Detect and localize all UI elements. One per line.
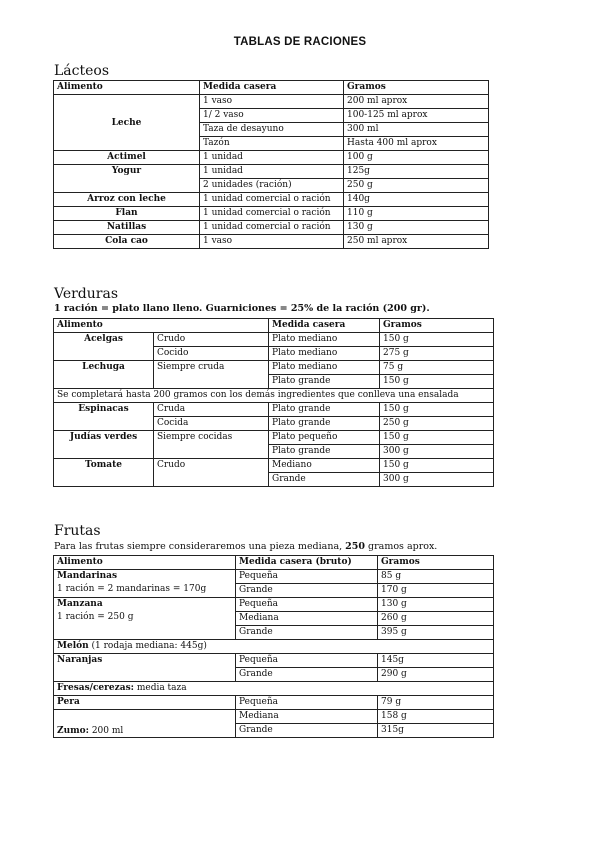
table-row — [54, 193, 489, 207]
grams-cell: 140g — [344, 193, 489, 207]
food-name-pera: Pera — [54, 696, 236, 710]
measure-cell: Grande — [236, 626, 378, 640]
food-name-lechuga: Lechuga — [54, 361, 154, 389]
grams-cell: 79 g — [378, 696, 494, 710]
grams-cell: 250 g — [344, 179, 489, 193]
grams-cell: 130 g — [344, 221, 489, 235]
measure-cell: Grande — [236, 724, 378, 738]
measure-cell: 1 vaso — [200, 235, 344, 249]
food-name-zumo: Zumo: — [57, 726, 89, 736]
table-header-row — [54, 319, 494, 333]
measure-cell: Pequeña — [236, 570, 378, 584]
measure-cell: Plato grande — [269, 417, 380, 431]
column-header: Alimento — [54, 319, 269, 333]
measure-cell: Mediana — [236, 612, 378, 626]
food-name-actimel: Actimel — [54, 151, 200, 165]
table-row — [54, 654, 494, 668]
frutas-intro-bold: 250 — [345, 541, 366, 552]
measure-cell: Plato grande — [269, 375, 380, 389]
measure-cell: 1 vaso — [200, 95, 344, 109]
table-row — [54, 333, 494, 347]
table-row — [54, 640, 494, 654]
food-cell-melon — [54, 640, 494, 654]
table-row — [54, 570, 494, 584]
prep-cell: Crudo — [154, 459, 269, 487]
column-header: Alimento — [54, 556, 236, 570]
measure-cell: 1 unidad comercial o ración — [200, 193, 344, 207]
food-cell-manzana — [54, 598, 236, 640]
grams-cell: 395 g — [378, 626, 494, 640]
food-cell-fresas — [54, 682, 494, 696]
measure-cell: Tazón — [200, 137, 344, 151]
food-name: Flan — [54, 207, 200, 221]
verduras-subtitle: 1 ración = plato llano lleno. Guarniciones = 25% de la ración (200 gr). — [54, 303, 430, 314]
food-name-judias: Judías verdes — [54, 431, 154, 459]
grams-cell: 130 g — [378, 598, 494, 612]
prep-cell: Siempre cruda — [154, 361, 269, 389]
food-name: Natillas — [54, 221, 200, 235]
measure-cell: Plato mediano — [269, 361, 380, 375]
grams-cell: 250 ml aprox — [344, 235, 489, 249]
food-name-acelgas: Acelgas — [54, 333, 154, 361]
grams-cell: 300 g — [380, 473, 494, 487]
column-header: Alimento — [54, 81, 200, 95]
column-header: Gramos — [378, 556, 494, 570]
column-header: Gramos — [380, 319, 494, 333]
grams-cell: 75 g — [380, 361, 494, 375]
table-row — [54, 165, 489, 179]
table-row — [54, 95, 489, 109]
table-row — [54, 459, 494, 473]
food-name-manzana: Manzana — [57, 599, 103, 609]
table-row — [54, 682, 494, 696]
food-detail: media taza — [133, 683, 187, 693]
prep-cell: Cruda — [154, 403, 269, 417]
grams-cell: 200 ml aprox — [344, 95, 489, 109]
measure-cell: Taza de desayuno — [200, 123, 344, 137]
prep-cell: Siempre cocidas — [154, 431, 269, 459]
measure-cell: Plato pequeño — [269, 431, 380, 445]
food-name-yogur: Yogur — [54, 165, 200, 193]
food-name-espinacas: Espinacas — [54, 403, 154, 431]
grams-cell: 145g — [378, 654, 494, 668]
measure-cell: Pequeña — [236, 654, 378, 668]
food-name-mandarinas: Mandarinas — [57, 571, 118, 581]
table-row — [54, 598, 494, 612]
table-header-row — [54, 81, 489, 95]
food-name: Arroz con leche — [54, 193, 200, 207]
grams-cell: 300 ml — [344, 123, 489, 137]
frutas-intro-post: gramos aprox. — [365, 541, 438, 552]
column-header: Medida casera (bruto) — [236, 556, 378, 570]
grams-cell: 150 g — [380, 431, 494, 445]
grams-cell: 150 g — [380, 403, 494, 417]
frutas-table — [53, 555, 494, 738]
food-detail: 200 ml — [88, 726, 124, 736]
prep-cell: Crudo — [154, 333, 269, 347]
column-header: Gramos — [344, 81, 489, 95]
prep-cell: Cocida — [154, 417, 269, 431]
table-row — [54, 221, 489, 235]
food-name-tomate: Tomate — [54, 459, 154, 487]
table-row — [54, 389, 494, 403]
measure-cell: 2 unidades (ración) — [200, 179, 344, 193]
grams-cell: 260 g — [378, 612, 494, 626]
ensalada-note: Se completará hasta 200 gramos con los demás ingredientes que conlleva una ensalada — [54, 389, 494, 403]
food-name-naranjas: Naranjas — [54, 654, 236, 682]
grams-cell: 300 g — [380, 445, 494, 459]
food-detail: (1 rodaja mediana: 445g) — [88, 641, 207, 651]
grams-cell: 110 g — [344, 207, 489, 221]
grams-cell: 150 g — [380, 333, 494, 347]
measure-cell: Plato grande — [269, 445, 380, 459]
measure-cell: Pequeña — [236, 696, 378, 710]
measure-cell: Plato mediano — [269, 333, 380, 347]
food-name-leche: Leche — [54, 95, 200, 151]
table-row — [54, 403, 494, 417]
grams-cell: 100-125 ml aprox — [344, 109, 489, 123]
measure-cell: Pequeña — [236, 598, 378, 612]
food-name: Cola cao — [54, 235, 200, 249]
measure-cell: Grande — [236, 584, 378, 598]
verduras-table — [53, 318, 494, 487]
grams-cell: 315g — [378, 724, 494, 738]
grams-cell: 290 g — [378, 668, 494, 682]
grams-cell: 100 g — [344, 151, 489, 165]
table-row — [54, 710, 494, 724]
measure-cell: Mediana — [236, 710, 378, 724]
measure-cell: Plato mediano — [269, 347, 380, 361]
measure-cell: 1 unidad comercial o ración — [200, 221, 344, 235]
food-name-melon: Melón — [57, 641, 89, 651]
grams-cell: Hasta 400 ml aprox — [344, 137, 489, 151]
measure-cell: Plato grande — [269, 403, 380, 417]
food-name-fresas: Fresas/cerezas: — [57, 683, 134, 693]
grams-cell: 170 g — [378, 584, 494, 598]
measure-cell: 1 unidad comercial o ración — [200, 207, 344, 221]
grams-cell: 150 g — [380, 375, 494, 389]
measure-cell: 1 unidad — [200, 165, 344, 179]
table-row — [54, 151, 489, 165]
page-title: TABLAS DE RACIONES — [233, 36, 367, 48]
frutas-intro — [54, 541, 437, 552]
table-row — [54, 361, 494, 375]
food-cell-zumo — [54, 710, 236, 738]
measure-cell: Grande — [269, 473, 380, 487]
table-row — [54, 235, 489, 249]
table-row — [54, 207, 489, 221]
prep-cell: Cocido — [154, 347, 269, 361]
column-header: Medida casera — [269, 319, 380, 333]
food-detail: 1 ración = 2 mandarinas = 170g — [57, 584, 207, 594]
frutas-intro-pre: Para las frutas siempre consideraremos una pieza mediana, — [54, 541, 346, 552]
measure-cell: Grande — [236, 668, 378, 682]
lacteos-heading: Lácteos — [54, 63, 110, 79]
column-header: Medida casera — [200, 81, 344, 95]
grams-cell: 125g — [344, 165, 489, 179]
food-detail: 1 ración = 250 g — [57, 612, 134, 622]
grams-cell: 158 g — [378, 710, 494, 724]
grams-cell: 85 g — [378, 570, 494, 584]
table-row — [54, 431, 494, 445]
grams-cell: 250 g — [380, 417, 494, 431]
food-cell-mandarinas — [54, 570, 236, 598]
table-header-row — [54, 556, 494, 570]
measure-cell: 1/ 2 vaso — [200, 109, 344, 123]
table-row — [54, 696, 494, 710]
measure-cell: 1 unidad — [200, 151, 344, 165]
lacteos-table — [53, 80, 489, 249]
measure-cell: Mediano — [269, 459, 380, 473]
frutas-heading: Frutas — [54, 523, 101, 539]
grams-cell: 150 g — [380, 459, 494, 473]
verduras-heading: Verduras — [54, 286, 119, 302]
grams-cell: 275 g — [380, 347, 494, 361]
